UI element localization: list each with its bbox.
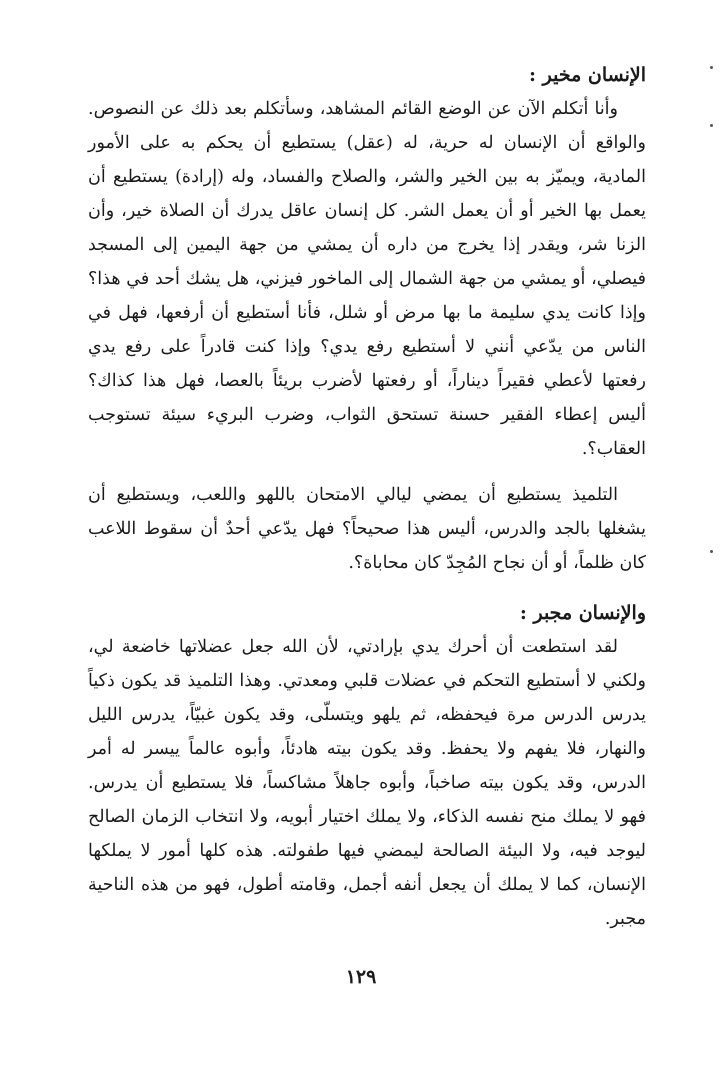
book-page — [0, 58, 722, 1073]
paragraph: لقد استطعت أن أحرك يدي بإرادتي، لأن الله جعل عضلاتها خاضعة لي، ولكني لا أستطيع التحكم في عضلات قلبي ومعدتي. وهذا التلميذ قد يكون ذكياً يدرس الدرس مرة فيحفظه، ثم يلهو ويتسلّى، وقد يكون غبيّاً، يدرس الليل والنهار، فلا يفهم ولا يحفظ. وقد يكون بيته هادئاً، وأبوه عالماً ييسر له أمر الدرس، وقد يكون بيته صاخباً، وأبوه جاهلاً مشاكساً، فلا يستطيع أن يدرس. فهو لا يملك منح نفسه الذكاء، ولا يملك اختيار أبويه، ولا انتخاب الزمان الصالح ليوجد فيه، ولا البيئة الصالحة ليمضي فيها طفولته. هذه كلها أمور لا يملكها الإنسان، كما لا يملك أن يجعل أنفه أجمل، وقامته أطول، فهو من هذه الناحية مجبر. — [88, 637, 646, 929]
paragraph: وأنا أتكلم الآن عن الوضع القائم المشاهد، وسأتكلم بعد ذلك عن النصوص. والواقع أن الإنسان له حرية، له (عقل) يستطيع أن يحكم به على الأمور المادية، ويميّز به بين الخير والشر، والصلاح والفساد، وله (إرادة) يستطيع أن يعمل بها الخير أو أن يعمل الشر. كل إنسان عاقل يدرك أن الصلاة خير، وأن الزنا شر، ويقدر إذا يخرج من داره أن يمشي من جهة اليمين إلى المسجد فيصلي، أو يمشي من جهة الشمال إلى الماخور فيزني، هل يشك أحد في هذا؟ وإذا كانت يدي سليمة ما بها مرض أو شلل، فأنا أستطيع أن أرفعها، فهل في الناس من يدّعي أنني لا أستطيع رفع يدي؟ وإذا كنت قادراً على رفع يدي رفعتها لأعطي فقيراً ديناراً، أو رفعتها لأضرب بريئاً بالعصا، فهل هذا كذاك؟ أليس إعطاء الفقير حسنة تستحق الثواب، وضرب البريء سيئة تستوجب العقاب؟. — [88, 99, 646, 459]
section-body-student — [88, 478, 646, 580]
scan-mark — [710, 124, 713, 127]
paragraph: التلميذ يستطيع أن يمضي ليالي الامتحان باللهو واللعب، ويستطيع أن يشغلها بالجد والدرس، أليس هذا صحيحاً؟ فهل يدّعي أحدٌ أن سقوط اللاعب كان ظلماً، أو أن نجاح المُجِدّ كان محاباة؟. — [88, 485, 646, 573]
section-heading-compelled: والإنسان مجبر : — [519, 602, 646, 624]
section-body-compelled — [88, 630, 646, 936]
section-body-free-will — [88, 92, 646, 466]
scan-mark — [710, 550, 713, 553]
section-heading-free-will: الإنسان مخير : — [529, 64, 646, 86]
scan-mark — [710, 66, 713, 69]
page-number: ١٢٩ — [345, 966, 377, 988]
